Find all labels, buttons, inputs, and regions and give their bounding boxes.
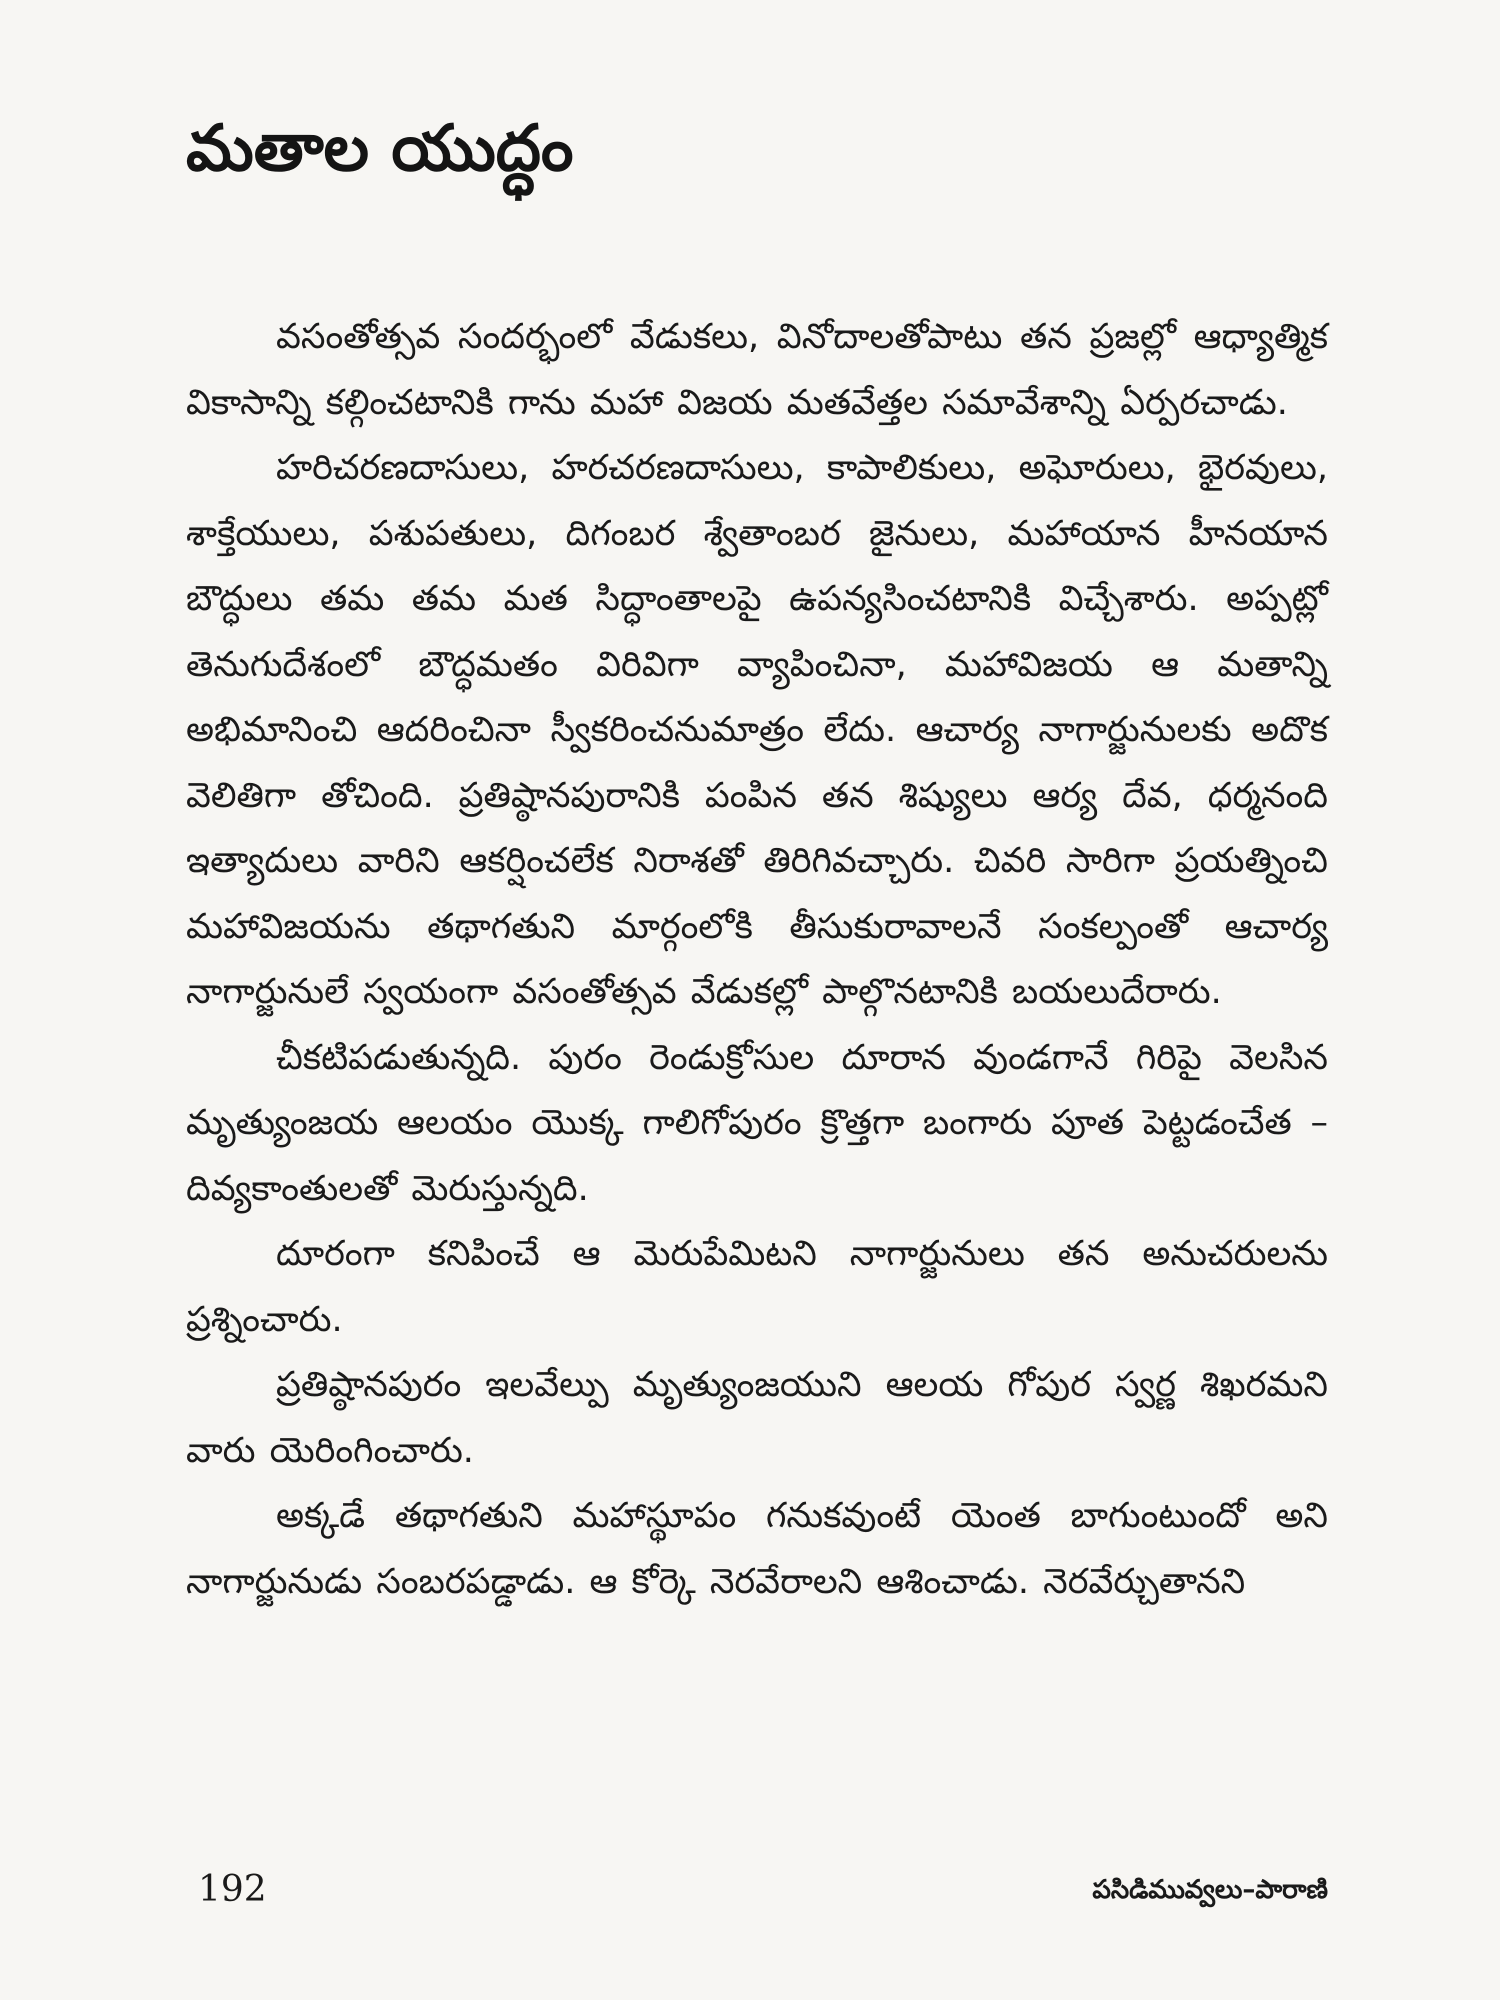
page-number: 192 bbox=[198, 1869, 267, 1910]
chapter-title: మతాల యుద్ధం bbox=[186, 112, 574, 186]
paragraph: ప్రతిష్ఠానపురం ఇలవేల్పు మృత్యుంజయుని ఆలయ గోపుర స్వర్ణ శిఖరమని వారు యెరింగించారు. bbox=[186, 1365, 1328, 1471]
page-footer bbox=[186, 1862, 1328, 1918]
paragraph: దూరంగా కనిపించే ఆ మెరుపేమిటని నాగార్జునులు తన అనుచరులను ప్రశ్నించారు. bbox=[186, 1234, 1328, 1340]
body-text bbox=[186, 305, 1328, 1615]
paragraph: హరిచరణదాసులు, హరచరణదాసులు, కాపాలికులు, అఘోరులు, భైరవులు, శాక్తేయులు, పశుపతులు, దిగంబర శ్వేతాంబర జైనులు, మహాయాన హీనయాన బౌద్ధులు తమ తమ మత సిద్ధాంతాలపై ఉపన్యసించటానికి విచ్చేశారు. అప్పట్లో తెనుగుదేశంలో బౌద్ధమతం విరివిగా వ్యాపించినా, మహావిజయ ఆ మతాన్ని అభిమానించి ఆదరించినా స్వీకరించనుమాత్రం లేదు. ఆచార్య నాగార్జునులకు అదొక వెలితిగా తోచింది. ప్రతిష్ఠానపురానికి పంపిన తన శిష్యులు ఆర్య దేవ, ధర్మనంది ఇత్యాదులు వారిని ఆకర్షించలేక నిరాశతో తిరిగివచ్చారు. చివరి సారిగా ప్రయత్నించి మహావిజయను తథాగతుని మార్గంలోకి తీసుకురావాలనే సంకల్పంతో ఆచార్య నాగార్జునులే స్వయంగా వసంతోత్సవ వేడుకల్లో పాల్గొనటానికి బయలుదేరారు. bbox=[186, 448, 1328, 1012]
paragraph: అక్కడే తథాగతుని మహాస్థూపం గనుకవుంటే యెంత బాగుంటుందో అని నాగార్జునుడు సంబరపడ్డాడు. ఆ కోర్కె నెరవేరాలని ఆశించాడు. నెరవేర్చుతానని bbox=[186, 1496, 1328, 1602]
paragraph: చీకటిపడుతున్నది. పురం రెండుక్రోసుల దూరాన వుండగానే గిరిపై వెలసిన మృత్యుంజయ ఆలయం యొక్క గాలిగోపురం క్రొత్తగా బంగారు పూత పెట్టడంచేత – దివ్యకాంతులతో మెరుస్తున్నది. bbox=[186, 1037, 1328, 1209]
running-book-title: పసిడిమువ్వలు–పారాణి bbox=[1092, 1875, 1328, 1905]
paragraph: వసంతోత్సవ సందర్భంలో వేడుకలు, వినోదాలతోపాటు తన ప్రజల్లో ఆధ్యాత్మిక వికాసాన్ని కల్గించటానికి గాను మహా విజయ మతవేత్తల సమావేశాన్ని ఏర్పరచాడు. bbox=[186, 317, 1328, 423]
